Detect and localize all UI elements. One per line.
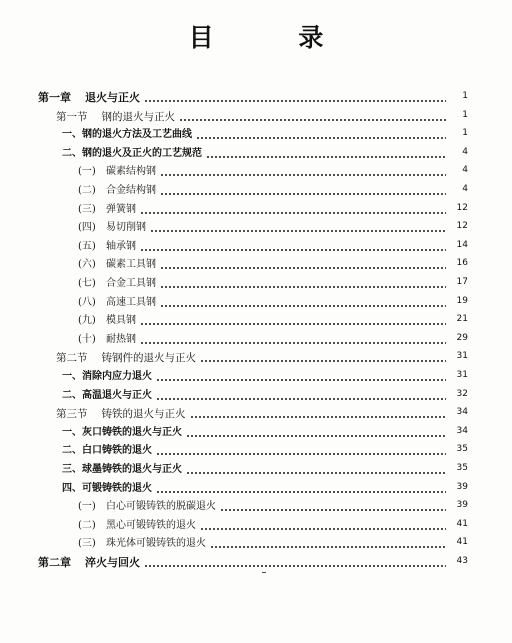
toc-entry-page: 43 xyxy=(456,556,468,566)
toc-entry-number: 四、 xyxy=(62,482,82,494)
toc-entry-page: 35 xyxy=(456,463,468,473)
toc-entry-title: 碳素工具钢 xyxy=(106,259,156,271)
toc-entry[interactable] xyxy=(0,87,512,105)
dot-leader xyxy=(160,305,446,307)
dot-leader xyxy=(179,119,446,121)
toc-entry[interactable] xyxy=(0,217,512,235)
toc-entry-title: 钢的退火方法及工艺曲线 xyxy=(82,129,192,141)
toc-entry-number: (二) xyxy=(78,185,96,196)
dot-leader xyxy=(150,230,446,232)
toc-entry-page: 41 xyxy=(456,518,468,529)
dot-leader xyxy=(190,416,447,418)
toc-entry[interactable] xyxy=(0,199,512,217)
toc-entry-number: 一、 xyxy=(62,371,82,382)
toc-entry-number: 第二节 xyxy=(56,352,88,365)
dot-leader xyxy=(200,360,446,362)
toc-entry-page: 31 xyxy=(456,370,468,380)
toc-entry[interactable] xyxy=(0,236,512,254)
toc-entry-title: 可锻铸铁的退火 xyxy=(82,482,152,494)
toc-entry-title: 碳素结构钢 xyxy=(106,166,156,178)
dot-leader xyxy=(140,212,446,214)
toc-entry[interactable] xyxy=(0,161,512,179)
toc-entry[interactable] xyxy=(0,459,512,477)
toc-entry-number: 一、 xyxy=(62,129,82,141)
dot-leader xyxy=(160,267,446,269)
toc-entry-title: 珠光体可锻铸铁的退火 xyxy=(106,538,206,550)
toc-entry-title: 铸铁的退火与正火 xyxy=(101,408,186,421)
dot-leader xyxy=(140,249,446,251)
toc-entry-title: 易切削钢 xyxy=(106,222,146,234)
toc-entry-number: (十) xyxy=(78,333,96,345)
toc-entry-number: 三、 xyxy=(62,464,82,475)
toc-entry-number: 二、 xyxy=(62,389,82,401)
toc-entry-number: 二、 xyxy=(62,445,82,457)
dot-leader xyxy=(156,453,446,455)
toc-entry-page: 4 xyxy=(462,146,468,157)
toc-entry[interactable] xyxy=(0,124,512,142)
toc-entry[interactable] xyxy=(0,292,512,310)
toc-entry-page: 19 xyxy=(456,295,468,306)
dot-leader xyxy=(160,193,446,195)
toc-entry[interactable] xyxy=(0,329,512,347)
dot-leader xyxy=(156,398,446,400)
dot-leader xyxy=(140,323,446,325)
toc-entry-number: (六) xyxy=(78,259,96,271)
toc-entry-title: 铸钢件的退火与正火 xyxy=(101,352,196,365)
toc-entry-title: 白心可锻铸铁的脱碳退火 xyxy=(106,501,216,513)
dot-leader xyxy=(220,509,446,511)
toc-entry[interactable] xyxy=(0,366,512,384)
toc-entry-title: 耐热钢 xyxy=(106,333,136,345)
toc-entry-title: 钢的退火及正火的工艺规范 xyxy=(82,147,202,159)
toc-entry-page: 12 xyxy=(456,202,468,213)
toc-entry[interactable] xyxy=(0,515,512,533)
toc-entry[interactable] xyxy=(0,180,512,198)
page-mark xyxy=(262,572,266,573)
dot-leader xyxy=(144,565,446,567)
toc-entry-page: 4 xyxy=(462,184,468,194)
toc-entry[interactable] xyxy=(0,478,512,496)
toc-entry-title: 合金结构钢 xyxy=(106,185,156,196)
toc-entry-page: 21 xyxy=(456,314,468,325)
toc-entry-title: 退火与正火 xyxy=(85,91,140,104)
toc-entry-number: 第二章 xyxy=(38,556,71,569)
toc-entry-title: 黑心可锻铸铁的退火 xyxy=(106,519,196,531)
toc-entry-number: (八) xyxy=(78,296,96,308)
toc-entry-number: 二、 xyxy=(62,147,82,159)
toc-entry-page: 16 xyxy=(456,258,468,269)
toc-entry-page: 31 xyxy=(456,351,468,362)
toc-entry-page: 35 xyxy=(456,444,468,455)
toc-entry-page: 34 xyxy=(456,407,468,418)
toc-entry-number: 第一章 xyxy=(38,91,71,104)
toc-entry[interactable] xyxy=(0,385,512,403)
toc-entry-title: 模具钢 xyxy=(106,315,136,327)
toc-entry-number: (四) xyxy=(78,222,96,234)
dot-leader xyxy=(144,100,446,102)
toc-entry-page: 39 xyxy=(456,500,468,511)
toc-entry-page: 1 xyxy=(462,128,468,139)
dot-leader xyxy=(186,435,446,437)
toc-entry-number: (三) xyxy=(78,203,96,215)
toc-entry-number: (一) xyxy=(78,501,96,513)
toc-entry[interactable] xyxy=(0,440,512,458)
dot-leader xyxy=(186,472,446,474)
toc-entry[interactable] xyxy=(0,310,512,328)
dot-leader xyxy=(156,491,446,493)
toc-entry-page: 29 xyxy=(456,332,468,343)
dot-leader xyxy=(196,137,446,139)
toc-entry-title: 钢的退火与正火 xyxy=(101,110,175,123)
toc-entry[interactable] xyxy=(0,143,512,161)
toc-entry[interactable] xyxy=(0,496,512,514)
toc-entry-title: 消除内应力退火 xyxy=(82,371,152,382)
toc-entry[interactable] xyxy=(0,533,512,551)
toc-entry-title: 灰口铸铁的退火与正火 xyxy=(82,426,182,438)
toc-entry-number: (一) xyxy=(78,166,96,178)
toc-entry[interactable] xyxy=(0,254,512,272)
toc-entry-title: 淬火与回火 xyxy=(85,556,140,569)
dot-leader xyxy=(156,379,446,381)
dot-leader xyxy=(160,286,446,288)
toc-entry-page: 1 xyxy=(462,91,468,101)
toc-entry-number: (二) xyxy=(78,519,96,531)
toc-entry-page: 41 xyxy=(456,537,468,548)
toc-entry-number: 一、 xyxy=(62,426,82,438)
toc-entry-number: 第三节 xyxy=(56,408,88,421)
toc-entry-page: 12 xyxy=(456,221,468,232)
toc-entry-title: 合金工具钢 xyxy=(106,278,156,289)
toc-entry-page: 4 xyxy=(462,165,468,176)
toc-entry-page: 39 xyxy=(456,481,468,492)
toc-entry-title: 球墨铸铁的退火与正火 xyxy=(82,464,182,475)
toc-entry-title: 高温退火与正火 xyxy=(82,389,152,401)
toc-entry-page: 17 xyxy=(456,277,468,287)
toc-entry-title: 弹簧钢 xyxy=(106,203,136,215)
toc-entry-number: (九) xyxy=(78,315,96,327)
toc-entry-number: 第一节 xyxy=(56,110,88,123)
toc-entry-title: 白口铸铁的退火 xyxy=(82,445,152,457)
dot-leader xyxy=(206,156,446,158)
toc-entry[interactable] xyxy=(0,552,512,570)
toc-entry-number: (七) xyxy=(78,278,96,289)
toc-entry-number: (三) xyxy=(78,538,96,550)
toc-entry[interactable] xyxy=(0,106,512,124)
toc-entry-page: 34 xyxy=(456,425,468,436)
toc-entry[interactable] xyxy=(0,347,512,365)
toc-entry-title: 轴承钢 xyxy=(106,240,136,252)
toc-entry-page: 32 xyxy=(456,388,468,399)
toc-entry[interactable] xyxy=(0,422,512,440)
toc-entry-page: 1 xyxy=(462,109,468,120)
dot-leader xyxy=(140,342,446,344)
dot-leader xyxy=(200,528,446,530)
dot-leader xyxy=(160,174,446,176)
toc-entry-title: 高速工具钢 xyxy=(106,296,156,308)
page-title: 目 录 xyxy=(188,23,362,52)
toc-entry[interactable] xyxy=(0,403,512,421)
toc-entry-number: (五) xyxy=(78,240,96,252)
toc-entry-page: 14 xyxy=(456,239,468,250)
toc-entry[interactable] xyxy=(0,273,512,291)
dot-leader xyxy=(210,546,446,548)
